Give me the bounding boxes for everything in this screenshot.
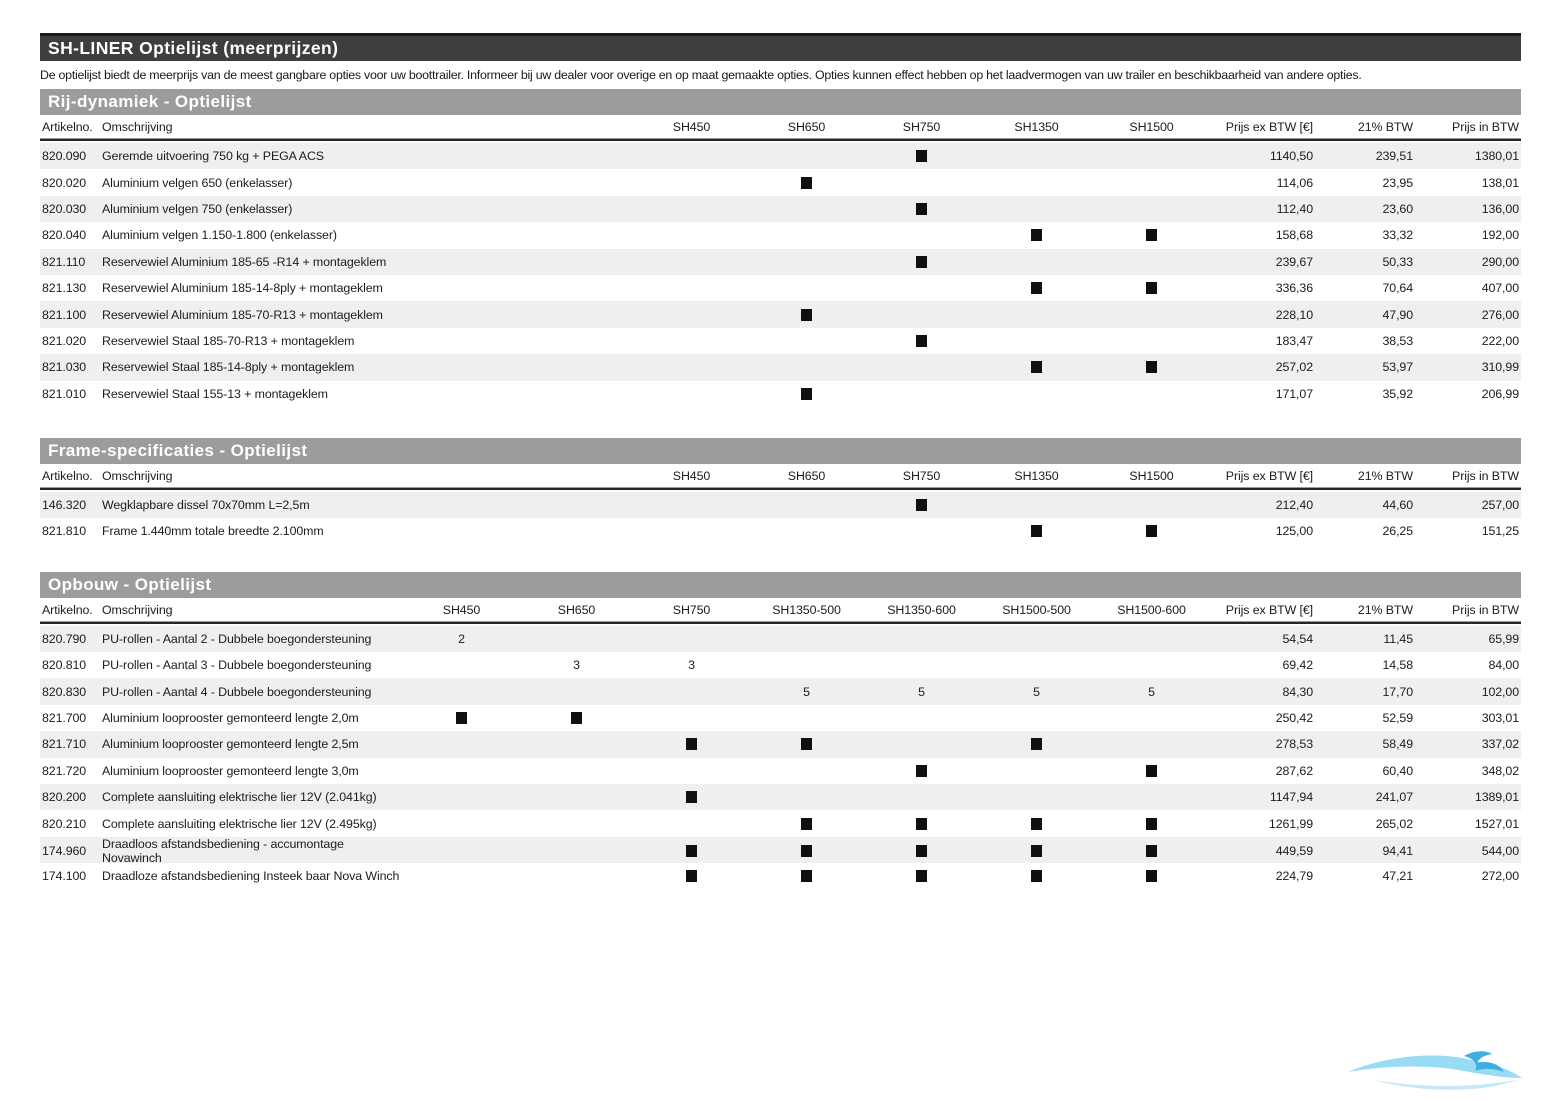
cell-sh1350-500 bbox=[749, 818, 864, 830]
cell-prijs-ex-btw: 114,06 bbox=[1276, 175, 1313, 190]
column-header-omschrijving: Omschrijving bbox=[102, 602, 173, 617]
cell-artikelno: 821.110 bbox=[42, 254, 86, 269]
option-available-mark bbox=[916, 818, 927, 830]
cell-sh1500 bbox=[1094, 229, 1209, 241]
cell-prijs-in-btw: 407,00 bbox=[1481, 281, 1519, 296]
cell-sh1500-500 bbox=[979, 870, 1094, 882]
cell-21-btw: 17,70 bbox=[1382, 684, 1413, 699]
cell-prijs-in-btw: 337,02 bbox=[1481, 737, 1519, 752]
column-header-sh1500: SH1500 bbox=[1129, 468, 1174, 483]
option-available-mark bbox=[801, 177, 812, 189]
cell-21-btw: 26,25 bbox=[1382, 524, 1413, 539]
table-row bbox=[40, 492, 1521, 518]
cell-21-btw: 241,07 bbox=[1375, 790, 1413, 805]
column-header-omschrijving: Omschrijving bbox=[102, 120, 173, 134]
section-header-bar bbox=[40, 438, 1521, 464]
option-available-mark bbox=[1031, 818, 1042, 830]
cell-prijs-in-btw: 276,00 bbox=[1481, 307, 1519, 322]
cell-prijs-in-btw: 310,99 bbox=[1481, 360, 1519, 375]
table-row bbox=[40, 169, 1521, 195]
cell-21-btw: 47,90 bbox=[1382, 307, 1413, 322]
cell-artikelno: 820.020 bbox=[42, 175, 87, 190]
cell-artikelno: 174.960 bbox=[42, 843, 87, 858]
cell-omschrijving: Reservewiel Staal 155-13 + montageklem bbox=[102, 386, 328, 401]
cell-21-btw: 53,97 bbox=[1382, 360, 1413, 375]
option-available-mark bbox=[686, 791, 697, 803]
option-available-mark bbox=[1146, 282, 1157, 294]
cell-omschrijving: Reservewiel Aluminium 185-65 -R14 + montageklem bbox=[102, 254, 387, 269]
cell-prijs-ex-btw: 239,67 bbox=[1275, 254, 1313, 269]
cell-artikelno: 174.100 bbox=[42, 869, 87, 884]
cell-sh1350-600 bbox=[864, 845, 979, 857]
column-header-sh1350: SH1350 bbox=[1014, 120, 1059, 134]
section-header-bar bbox=[40, 89, 1521, 115]
cell-sh750 bbox=[864, 256, 979, 268]
column-header-prijs-ex-btw: Prijs ex BTW [€] bbox=[1225, 468, 1313, 483]
cell-21-btw: 23,95 bbox=[1382, 175, 1413, 190]
cell-prijs-in-btw: 1527,01 bbox=[1474, 816, 1519, 831]
cell-sh1350-500 bbox=[749, 870, 864, 882]
cell-prijs-ex-btw: 287,62 bbox=[1275, 763, 1313, 778]
cell-sh750 bbox=[864, 150, 979, 162]
cell-sh1350-500 bbox=[749, 845, 864, 857]
table-row bbox=[40, 784, 1521, 810]
cell-sh1500-600 bbox=[1094, 765, 1209, 777]
cell-omschrijving: Aluminium velgen 1.150-1.800 (enkelasser) bbox=[102, 228, 337, 243]
column-header-sh1500-600: SH1500-600 bbox=[1117, 602, 1186, 617]
table-row bbox=[40, 143, 1521, 169]
cell-sh1350-600 bbox=[864, 765, 979, 777]
cell-prijs-in-btw: 192,00 bbox=[1481, 228, 1519, 243]
cell-sh750 bbox=[634, 870, 749, 882]
cell-sh1500-600 bbox=[1094, 870, 1209, 882]
cell-21-btw: 33,32 bbox=[1382, 228, 1413, 243]
cell-artikelno: 820.030 bbox=[42, 201, 87, 216]
cell-prijs-in-btw: 544,00 bbox=[1481, 843, 1519, 858]
table-row bbox=[40, 275, 1521, 301]
cell-prijs-ex-btw: 250,42 bbox=[1275, 711, 1313, 726]
table-body bbox=[40, 143, 1521, 407]
cell-prijs-ex-btw: 449,59 bbox=[1275, 843, 1313, 858]
table-row bbox=[40, 249, 1521, 275]
table-row bbox=[40, 626, 1521, 652]
option-available-mark bbox=[801, 309, 812, 321]
cell-sh650 bbox=[749, 309, 864, 321]
option-available-mark bbox=[916, 499, 927, 511]
cell-21-btw: 70,64 bbox=[1382, 281, 1413, 296]
cell-omschrijving: Aluminium velgen 650 (enkelasser) bbox=[102, 175, 293, 190]
cell-omschrijving: Draadloos afstandsbediening - accumontage Novawinch bbox=[102, 836, 344, 865]
cell-prijs-in-btw: 1380,01 bbox=[1474, 149, 1519, 164]
cell-sh650 bbox=[749, 177, 864, 189]
cell-sh750 bbox=[634, 738, 749, 750]
cell-artikelno: 821.030 bbox=[42, 360, 87, 375]
cell-21-btw: 58,49 bbox=[1382, 737, 1413, 752]
table-row bbox=[40, 758, 1521, 784]
column-header-sh1350: SH1350 bbox=[1014, 468, 1059, 483]
option-available-mark bbox=[1031, 845, 1042, 857]
cell-sh450: 2 bbox=[458, 631, 465, 646]
options-table bbox=[40, 598, 1521, 890]
cell-sh650: 3 bbox=[573, 658, 580, 673]
column-header-omschrijving: Omschrijving bbox=[102, 468, 173, 483]
table-header-row bbox=[40, 115, 1521, 141]
column-header-21-btw: 21% BTW bbox=[1357, 120, 1413, 134]
options-table bbox=[40, 464, 1521, 545]
cell-omschrijving: Frame 1.440mm totale breedte 2.100mm bbox=[102, 524, 324, 539]
table-row bbox=[40, 652, 1521, 678]
table-row bbox=[40, 381, 1521, 407]
section-title: Opbouw - Optielijst bbox=[48, 574, 212, 594]
cell-artikelno: 821.720 bbox=[42, 763, 87, 778]
column-header-sh1350-500: SH1350-500 bbox=[772, 602, 841, 617]
column-header-sh650: SH650 bbox=[787, 468, 826, 483]
cell-artikelno: 821.710 bbox=[42, 737, 87, 752]
document-content bbox=[40, 33, 1521, 890]
cell-sh1350 bbox=[979, 229, 1094, 241]
cell-omschrijving: PU-rollen - Aantal 4 - Dubbele boegondersteuning bbox=[102, 684, 372, 699]
cell-sh1500-500 bbox=[979, 845, 1094, 857]
cell-sh750 bbox=[864, 499, 979, 511]
cell-omschrijving: Complete aansluiting elektrische lier 12V (2.495kg) bbox=[102, 816, 377, 831]
option-available-mark bbox=[801, 845, 812, 857]
cell-omschrijving: Reservewiel Aluminium 185-70-R13 + montageklem bbox=[102, 307, 383, 322]
cell-prijs-in-btw: 272,00 bbox=[1481, 869, 1519, 884]
cell-omschrijving: Aluminium looprooster gemonteerd lengte 3,0m bbox=[102, 763, 359, 778]
cell-sh1350 bbox=[979, 282, 1094, 294]
section-opbouw bbox=[40, 572, 1521, 890]
option-available-mark bbox=[686, 870, 697, 882]
option-available-mark bbox=[1031, 361, 1042, 373]
intro-text: De optielijst biedt de meerprijs van de meest gangbare opties voor uw boottrailer. Informeer bij uw dealer voor overige en op maat gemaakte opties. Opties kunnen effect hebben op het laadvermogen van uw trailer en beschikbaarheid van andere opties. bbox=[40, 68, 1362, 82]
cell-prijs-ex-btw: 171,07 bbox=[1275, 386, 1313, 401]
cell-21-btw: 11,45 bbox=[1383, 631, 1413, 646]
cell-prijs-ex-btw: 125,00 bbox=[1275, 524, 1313, 539]
table-row bbox=[40, 328, 1521, 354]
cell-21-btw: 35,92 bbox=[1382, 386, 1413, 401]
cell-artikelno: 820.810 bbox=[42, 658, 87, 673]
cell-prijs-in-btw: 84,00 bbox=[1488, 658, 1519, 673]
option-available-mark bbox=[916, 765, 927, 777]
section-title: Frame-specificaties - Optielijst bbox=[48, 440, 308, 460]
cell-prijs-ex-btw: 158,68 bbox=[1275, 228, 1313, 243]
cell-21-btw: 23,60 bbox=[1382, 201, 1413, 216]
cell-artikelno: 820.090 bbox=[42, 149, 87, 164]
cell-sh750 bbox=[634, 791, 749, 803]
cell-prijs-in-btw: 138,01 bbox=[1481, 175, 1519, 190]
option-available-mark bbox=[801, 388, 812, 400]
cell-artikelno: 821.810 bbox=[42, 524, 87, 539]
cell-artikelno: 820.040 bbox=[42, 228, 87, 243]
cell-sh1500-600 bbox=[1094, 818, 1209, 830]
column-header-prijs-in-btw: Prijs in BTW bbox=[1452, 602, 1519, 617]
cell-sh450 bbox=[404, 712, 519, 724]
table-row bbox=[40, 810, 1521, 836]
cell-omschrijving: Wegklapbare dissel 70x70mm L=2,5m bbox=[102, 498, 310, 513]
column-header-sh450: SH450 bbox=[442, 602, 481, 617]
cell-prijs-ex-btw: 278,53 bbox=[1275, 737, 1313, 752]
cell-sh750: 3 bbox=[688, 658, 695, 673]
cell-prijs-ex-btw: 54,54 bbox=[1282, 631, 1313, 646]
section-header-bar bbox=[40, 572, 1521, 598]
cell-sh1500-500 bbox=[979, 738, 1094, 750]
column-header-artikelno: Artikelno. bbox=[42, 468, 93, 483]
cell-prijs-ex-btw: 228,10 bbox=[1275, 307, 1313, 322]
cell-omschrijving: PU-rollen - Aantal 3 - Dubbele boegondersteuning bbox=[102, 658, 372, 673]
cell-sh1350 bbox=[979, 361, 1094, 373]
cell-sh1500-500 bbox=[979, 818, 1094, 830]
cell-21-btw: 239,51 bbox=[1375, 149, 1413, 164]
option-available-mark bbox=[1146, 765, 1157, 777]
table-body bbox=[40, 492, 1521, 545]
option-available-mark bbox=[1146, 361, 1157, 373]
cell-21-btw: 14,58 bbox=[1382, 658, 1413, 673]
option-available-mark bbox=[916, 203, 927, 215]
cell-omschrijving: PU-rollen - Aantal 2 - Dubbele boegondersteuning bbox=[102, 631, 372, 646]
cell-sh750 bbox=[634, 845, 749, 857]
cell-artikelno: 146.320 bbox=[42, 498, 87, 513]
column-header-artikelno: Artikelno. bbox=[42, 120, 93, 134]
cell-omschrijving: Aluminium looprooster gemonteerd lengte 2,0m bbox=[102, 711, 359, 726]
options-table bbox=[40, 115, 1521, 407]
option-available-mark bbox=[916, 335, 927, 347]
cell-sh1500-600: 5 bbox=[1148, 684, 1155, 699]
cell-prijs-in-btw: 222,00 bbox=[1481, 333, 1519, 348]
wave-logo bbox=[1346, 1042, 1524, 1097]
cell-prijs-in-btw: 102,00 bbox=[1481, 684, 1519, 699]
cell-sh650 bbox=[519, 712, 634, 724]
document-title-bar bbox=[40, 33, 1521, 61]
table-row bbox=[40, 301, 1521, 327]
cell-prijs-ex-btw: 112,40 bbox=[1276, 201, 1313, 216]
table-body bbox=[40, 626, 1521, 890]
option-available-mark bbox=[801, 818, 812, 830]
cell-prijs-ex-btw: 212,40 bbox=[1275, 498, 1313, 513]
table-row bbox=[40, 354, 1521, 380]
option-available-mark bbox=[456, 712, 467, 724]
table-row bbox=[40, 705, 1521, 731]
cell-21-btw: 47,21 bbox=[1382, 869, 1413, 884]
cell-prijs-ex-btw: 1140,50 bbox=[1269, 149, 1313, 164]
option-available-mark bbox=[1146, 818, 1157, 830]
cell-sh1500-500: 5 bbox=[1033, 684, 1040, 699]
cell-omschrijving: Draadloze afstandsbediening Insteek baar Nova Winch bbox=[102, 869, 400, 884]
option-available-mark bbox=[801, 870, 812, 882]
option-available-mark bbox=[1146, 845, 1157, 857]
column-header-prijs-in-btw: Prijs in BTW bbox=[1452, 468, 1519, 483]
cell-prijs-ex-btw: 69,42 bbox=[1282, 658, 1313, 673]
cell-artikelno: 821.700 bbox=[42, 711, 87, 726]
table-row bbox=[40, 731, 1521, 757]
cell-21-btw: 265,02 bbox=[1375, 816, 1413, 831]
option-available-mark bbox=[916, 150, 927, 162]
table-row bbox=[40, 196, 1521, 222]
cell-artikelno: 821.020 bbox=[42, 333, 87, 348]
cell-artikelno: 820.210 bbox=[42, 816, 87, 831]
cell-prijs-in-btw: 303,01 bbox=[1481, 711, 1519, 726]
cell-21-btw: 52,59 bbox=[1382, 711, 1413, 726]
cell-omschrijving: Reservewiel Staal 185-14-8ply + montageklem bbox=[102, 360, 355, 375]
cell-prijs-ex-btw: 84,30 bbox=[1282, 684, 1313, 699]
column-header-prijs-ex-btw: Prijs ex BTW [€] bbox=[1225, 120, 1313, 134]
cell-21-btw: 44,60 bbox=[1382, 498, 1413, 513]
column-header-artikelno: Artikelno. bbox=[42, 602, 93, 617]
option-available-mark bbox=[1031, 282, 1042, 294]
cell-sh1350-500 bbox=[749, 738, 864, 750]
column-header-sh1500-500: SH1500-500 bbox=[1002, 602, 1071, 617]
section-rij-dynamiek bbox=[40, 89, 1521, 407]
column-header-sh650: SH650 bbox=[557, 602, 596, 617]
cell-21-btw: 94,41 bbox=[1382, 843, 1413, 858]
cell-prijs-ex-btw: 183,47 bbox=[1275, 333, 1313, 348]
cell-sh1500 bbox=[1094, 361, 1209, 373]
cell-sh1500 bbox=[1094, 525, 1209, 537]
column-header-sh450: SH450 bbox=[672, 468, 711, 483]
table-row bbox=[40, 863, 1521, 889]
option-available-mark bbox=[801, 738, 812, 750]
column-header-sh750: SH750 bbox=[672, 602, 711, 617]
cell-sh750 bbox=[864, 335, 979, 347]
cell-sh1350 bbox=[979, 525, 1094, 537]
table-row bbox=[40, 222, 1521, 248]
cell-prijs-in-btw: 257,00 bbox=[1481, 498, 1519, 513]
cell-prijs-in-btw: 290,00 bbox=[1481, 254, 1519, 269]
cell-omschrijving: Complete aansluiting elektrische lier 12V (2.041kg) bbox=[102, 790, 377, 805]
cell-sh1350-500: 5 bbox=[803, 684, 810, 699]
option-available-mark bbox=[1146, 870, 1157, 882]
option-available-mark bbox=[916, 870, 927, 882]
cell-sh750 bbox=[864, 203, 979, 215]
column-header-sh650: SH650 bbox=[787, 120, 826, 134]
cell-prijs-ex-btw: 1147,94 bbox=[1269, 790, 1313, 805]
column-header-21-btw: 21% BTW bbox=[1357, 602, 1413, 617]
option-available-mark bbox=[1146, 525, 1157, 537]
table-row bbox=[40, 837, 1521, 863]
cell-artikelno: 820.200 bbox=[42, 790, 87, 805]
cell-sh1350-600 bbox=[864, 870, 979, 882]
option-available-mark bbox=[1146, 229, 1157, 241]
cell-prijs-in-btw: 136,00 bbox=[1481, 201, 1519, 216]
option-available-mark bbox=[916, 256, 927, 268]
table-row bbox=[40, 678, 1521, 704]
option-available-mark bbox=[1031, 525, 1042, 537]
column-header-sh1350-600: SH1350-600 bbox=[887, 602, 956, 617]
table-row bbox=[40, 518, 1521, 544]
column-header-sh750: SH750 bbox=[902, 120, 941, 134]
cell-artikelno: 820.830 bbox=[42, 684, 87, 699]
cell-sh1500-600 bbox=[1094, 845, 1209, 857]
column-header-sh450: SH450 bbox=[672, 120, 711, 134]
cell-sh1500 bbox=[1094, 282, 1209, 294]
cell-prijs-in-btw: 348,02 bbox=[1481, 763, 1519, 778]
cell-omschrijving: Reservewiel Aluminium 185-14-8ply + montageklem bbox=[102, 281, 383, 296]
cell-artikelno: 821.130 bbox=[42, 281, 87, 296]
cell-prijs-in-btw: 151,25 bbox=[1481, 524, 1519, 539]
cell-prijs-ex-btw: 224,79 bbox=[1275, 869, 1313, 884]
document-title: SH-LINER Optielijst (meerprijzen) bbox=[48, 38, 339, 58]
cell-prijs-ex-btw: 1261,99 bbox=[1268, 816, 1313, 831]
cell-21-btw: 50,33 bbox=[1382, 254, 1413, 269]
cell-artikelno: 821.010 bbox=[42, 386, 87, 401]
cell-21-btw: 60,40 bbox=[1382, 763, 1413, 778]
cell-sh650 bbox=[749, 388, 864, 400]
cell-omschrijving: Aluminium looprooster gemonteerd lengte 2,5m bbox=[102, 737, 359, 752]
cell-prijs-in-btw: 1389,01 bbox=[1474, 790, 1519, 805]
column-header-prijs-ex-btw: Prijs ex BTW [€] bbox=[1225, 602, 1313, 617]
cell-prijs-ex-btw: 257,02 bbox=[1275, 360, 1313, 375]
cell-omschrijving: Geremde uitvoering 750 kg + PEGA ACS bbox=[102, 149, 324, 164]
option-available-mark bbox=[686, 738, 697, 750]
option-available-mark bbox=[916, 845, 927, 857]
column-header-sh1500: SH1500 bbox=[1129, 120, 1174, 134]
table-header-row bbox=[40, 598, 1521, 624]
cell-21-btw: 38,53 bbox=[1382, 333, 1413, 348]
option-available-mark bbox=[686, 845, 697, 857]
cell-sh1350-600 bbox=[864, 818, 979, 830]
cell-artikelno: 820.790 bbox=[42, 631, 87, 646]
cell-prijs-ex-btw: 336,36 bbox=[1275, 281, 1313, 296]
option-available-mark bbox=[571, 712, 582, 724]
cell-prijs-in-btw: 206,99 bbox=[1481, 386, 1519, 401]
section-frame-specificaties bbox=[40, 438, 1521, 545]
cell-prijs-in-btw: 65,99 bbox=[1488, 631, 1519, 646]
cell-artikelno: 821.100 bbox=[42, 307, 87, 322]
column-header-sh750: SH750 bbox=[902, 468, 941, 483]
cell-omschrijving: Reservewiel Staal 185-70-R13 + montageklem bbox=[102, 333, 355, 348]
table-header-row bbox=[40, 464, 1521, 490]
column-header-21-btw: 21% BTW bbox=[1357, 468, 1413, 483]
option-available-mark bbox=[1031, 738, 1042, 750]
section-title: Rij-dynamiek - Optielijst bbox=[48, 92, 252, 111]
cell-sh1350-600: 5 bbox=[918, 684, 925, 699]
column-header-prijs-in-btw: Prijs in BTW bbox=[1452, 120, 1519, 134]
cell-omschrijving: Aluminium velgen 750 (enkelasser) bbox=[102, 201, 293, 216]
option-available-mark bbox=[1031, 870, 1042, 882]
option-available-mark bbox=[1031, 229, 1042, 241]
